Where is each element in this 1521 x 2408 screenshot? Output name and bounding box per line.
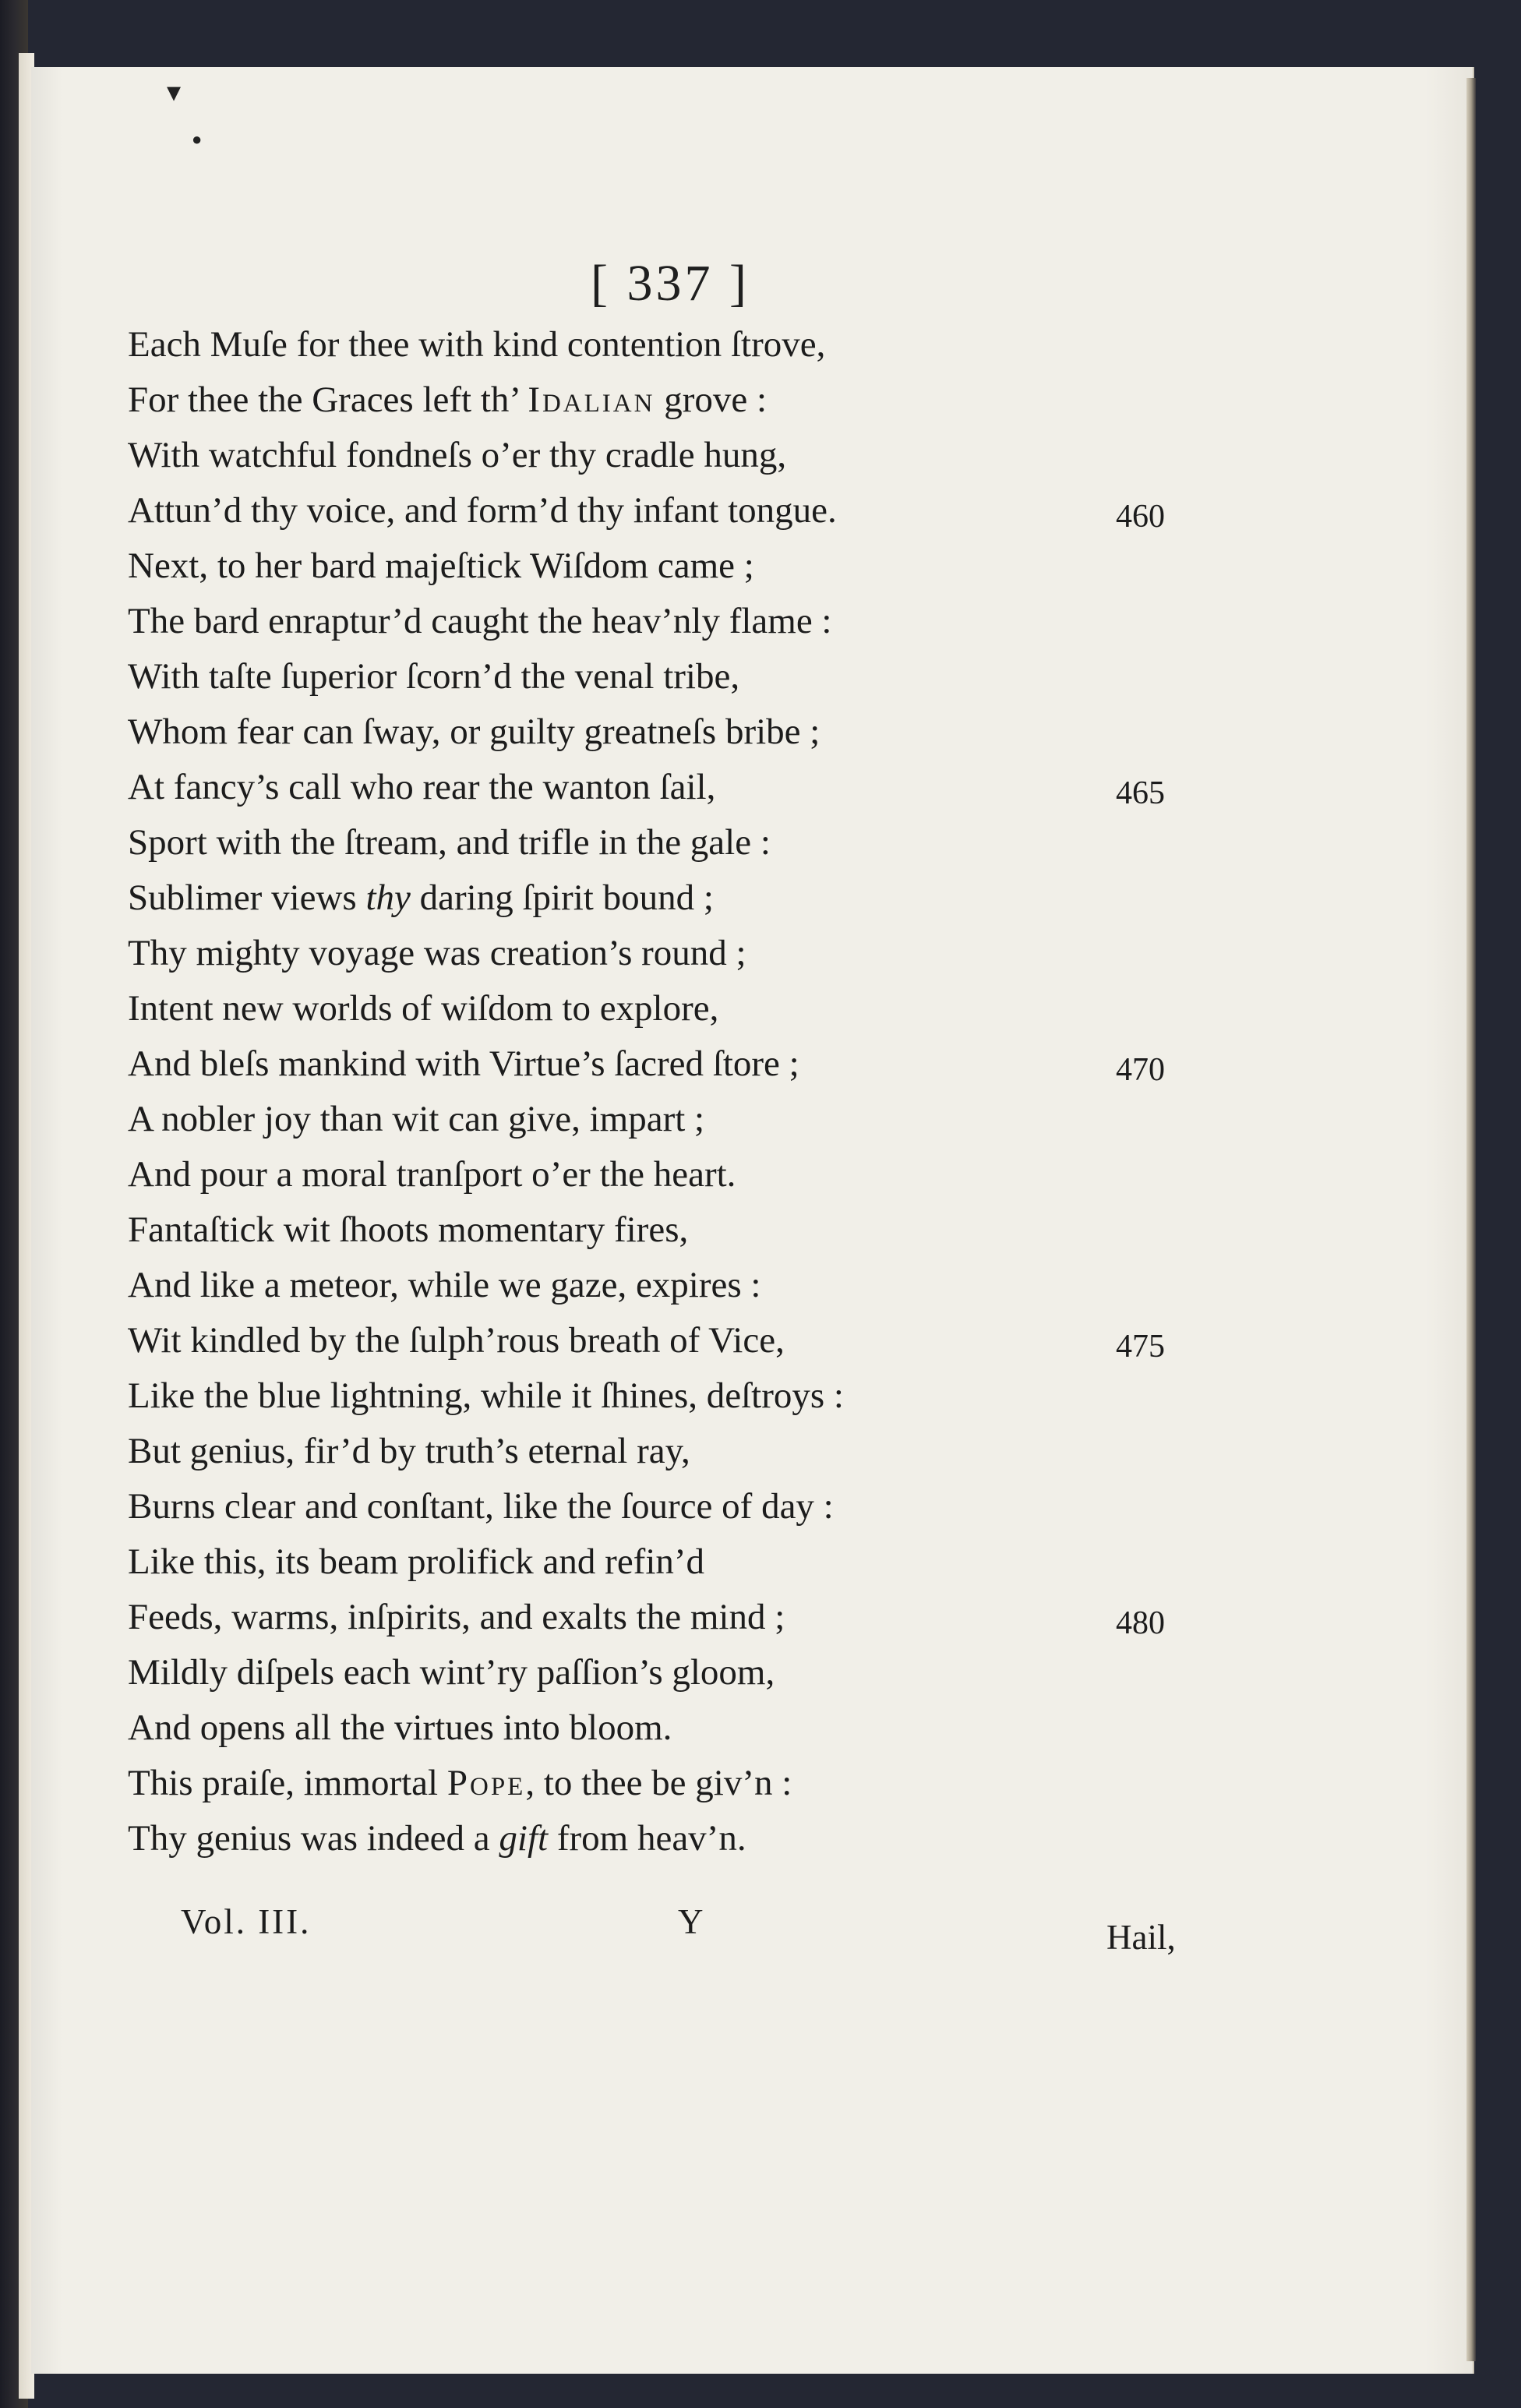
italic-word: gift	[499, 1818, 549, 1859]
line-segment: grove :	[655, 380, 768, 420]
poem-line: Next, to her bard majeſtick Wiſdom came ;	[128, 546, 754, 586]
line-segment: Sublimer views	[128, 877, 366, 918]
poem-line	[128, 873, 714, 923]
line-segment: , to thee be giv’n :	[525, 1763, 792, 1803]
poem-line: Fantaſtick wit ſhoots momentary fires,	[128, 1209, 689, 1250]
poem-line: Like the blue lightning, while it ſhines, deſtroys :	[128, 1375, 844, 1416]
poem-line: But genius, fir’d by truth’s eternal ray,	[128, 1431, 690, 1471]
line-number: 475	[1116, 1329, 1165, 1365]
catchword: Hail,	[1106, 1918, 1176, 1957]
poem-line	[128, 375, 767, 425]
poem-line: Sport with the ſtream, and trifle in the gale :	[128, 822, 771, 863]
line-segment: daring ſpirit bound ;	[410, 877, 714, 918]
small-caps-name: Idalian	[528, 380, 655, 420]
line-segment: For thee the Graces left th’	[128, 380, 528, 420]
poem-line: At fancy’s call who rear the wanton ſail,	[128, 767, 716, 807]
poem-line	[128, 1758, 792, 1808]
poem-line: Intent new worlds of wiſdom to explore,	[128, 988, 719, 1029]
line-number: 470	[1116, 1052, 1165, 1088]
page-number-heading: [ 337 ]	[591, 255, 750, 312]
poem-line: With watchful fondneſs o’er thy cradle hung,	[128, 435, 787, 475]
line-segment: This praiſe, immortal	[128, 1763, 447, 1803]
poem-line: Each Muſe for thee with kind contention ſtrove,	[128, 324, 826, 365]
small-caps-name: Pope	[446, 1763, 526, 1803]
line-number: 460	[1116, 499, 1165, 535]
line-segment: from heav’n.	[548, 1818, 746, 1859]
poem-line: Whom fear can ſway, or guilty greatneſs bribe ;	[128, 711, 820, 752]
poem-line: Mildly diſpels each wint’ry paſſion’s gloom,	[128, 1652, 775, 1693]
volume-label: Vol. III.	[181, 1902, 312, 1941]
ink-mark-dot: ●	[192, 129, 203, 149]
poem-line: And like a meteor, while we gaze, expires :	[128, 1265, 761, 1305]
poem-line: Like this, its beam prolifick and refin’d	[128, 1541, 705, 1582]
poem-line: With taſte ſuperior ſcorn’d the venal tribe,	[128, 656, 740, 697]
signature-mark: Y	[678, 1902, 704, 1941]
poem-line: And pour a moral tranſport o’er the heart.	[128, 1154, 736, 1195]
poem-line: Feeds, warms, inſpirits, and exalts the mind ;	[128, 1597, 785, 1637]
poem-line	[128, 1813, 746, 1863]
page-footer	[0, 1901, 1521, 1956]
poem-line: A nobler joy than wit can give, impart ;	[128, 1099, 705, 1139]
page-right-edge	[1466, 78, 1476, 2361]
poem-line: Wit kindled by the ſulph’rous breath of Vice,	[128, 1320, 785, 1361]
ink-mark-arrow: ▾	[167, 76, 182, 108]
poem-line: Thy mighty voyage was creation’s round ;	[128, 933, 746, 973]
line-number: 465	[1116, 775, 1165, 811]
line-number: 480	[1116, 1605, 1165, 1641]
italic-word: thy	[365, 877, 411, 918]
poem-line: Burns clear and conſtant, like the ſource of day :	[128, 1486, 834, 1527]
poem-line: Attun’d thy voice, and form’d thy infant tongue.	[128, 490, 837, 531]
line-segment: Thy genius was indeed a	[128, 1818, 499, 1859]
poem-line: And bleſs mankind with Virtue’s ſacred ſtore ;	[128, 1043, 799, 1084]
poem-line: The bard enraptur’d caught the heav’nly flame :	[128, 601, 832, 641]
poem-line: And opens all the virtues into bloom.	[128, 1707, 672, 1748]
